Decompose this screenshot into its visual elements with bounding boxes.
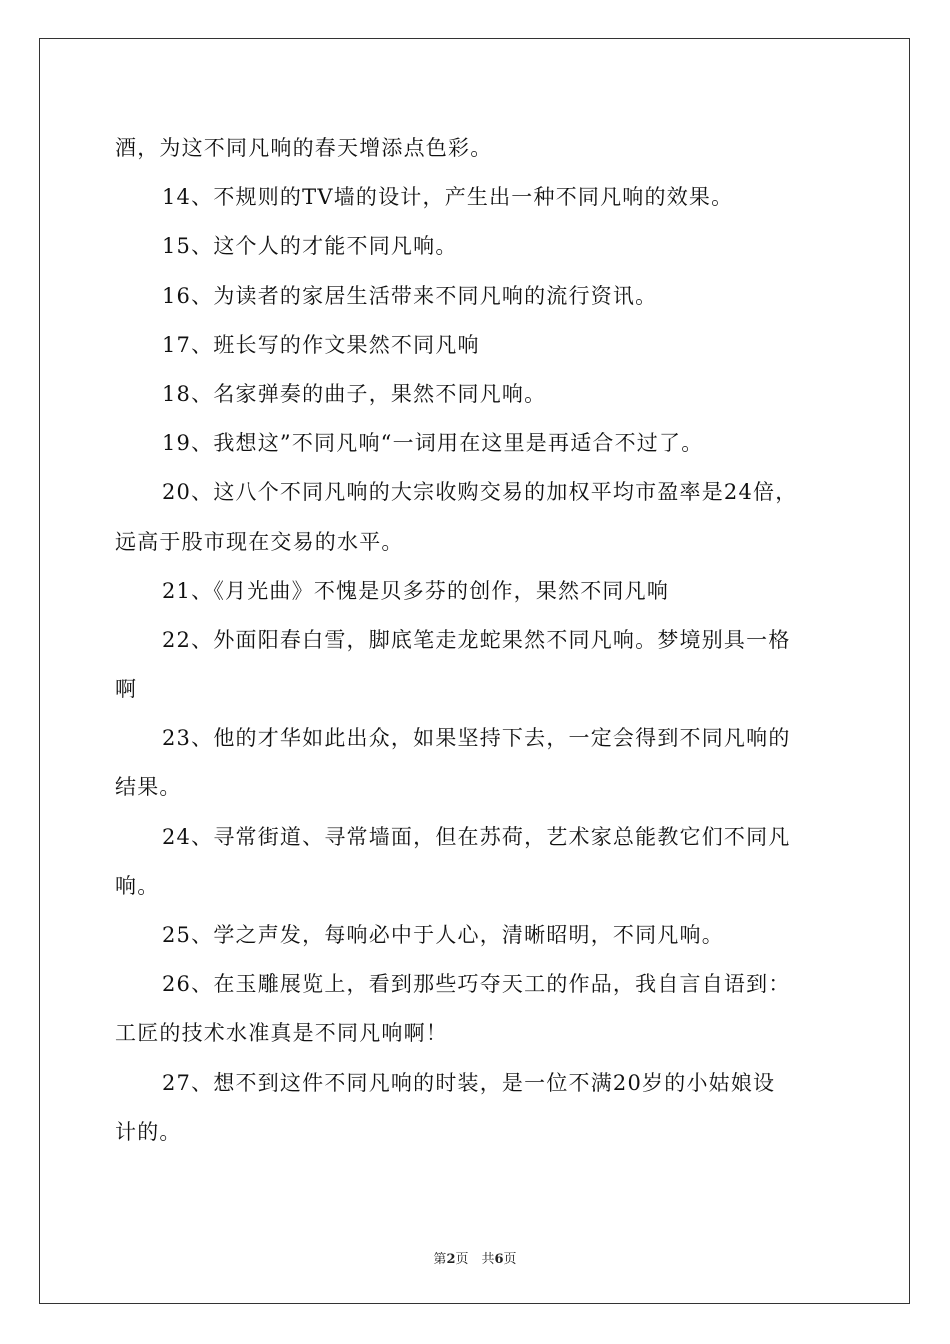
text-line: 啊 [115,677,138,702]
text-line: 27、想不到这件不同凡响的时装，是一位不满20岁的小姑娘设 [162,1070,776,1095]
footer-page-total: 6 [494,1252,504,1267]
text-line: 远高于股市现在交易的水平。 [115,529,404,554]
text-line: 15、这个人的才能不同凡响。 [162,234,458,259]
text-line: 14、不规则的TV墙的设计，产生出一种不同凡响的效果。 [162,185,734,210]
document-body [115,124,835,1157]
text-line: 17、班长写的作文果然不同凡响 [162,332,480,357]
footer-page-prefix: 第 [433,1252,447,1267]
text-line: 25、学之声发，每响必中于人心，清晰昭明，不同凡响。 [162,923,724,947]
footer-page-mid: 页 共 [455,1252,495,1267]
text-line: 22、外面阳春白雪，脚底笔走龙蛇果然不同凡响。梦境别具一格 [162,627,791,652]
text-line: 工匠的技术水准真是不同凡响啊！ [115,1021,448,1046]
text-line: 18、名家弹奏的曲子，果然不同凡响。 [162,381,547,406]
text-line: 计的。 [115,1119,182,1144]
text-line: 26、在玉雕展览上，看到那些巧夺天工的作品，我自言自语到： [162,972,791,997]
footer-page-current: 2 [446,1252,456,1267]
text-line: 20、这八个不同凡响的大宗收购交易的加权平均市盈率是24倍， [162,480,798,505]
text-line: 16、为读者的家居生活带来不同凡响的流行资讯。 [162,283,658,308]
text-line: 19、我想这”不同凡响“一词用在这里是再适合不过了。 [162,431,704,456]
text-line: 响。 [115,873,160,898]
footer-page-suffix: 页 [503,1252,517,1267]
text-line: 结果。 [115,775,182,800]
page-footer [0,1248,950,1267]
text-line: 24、寻常街道、寻常墙面，但在苏荷，艺术家总能教它们不同凡 [162,824,791,849]
text-line: 21、《月光曲》不愧是贝多芬的创作，果然不同凡响 [162,578,670,603]
text-line: 23、他的才华如此出众，如果坚持下去，一定会得到不同凡响的 [162,726,791,751]
text-line: 酒，为这不同凡响的春天增添点色彩。 [115,136,493,160]
